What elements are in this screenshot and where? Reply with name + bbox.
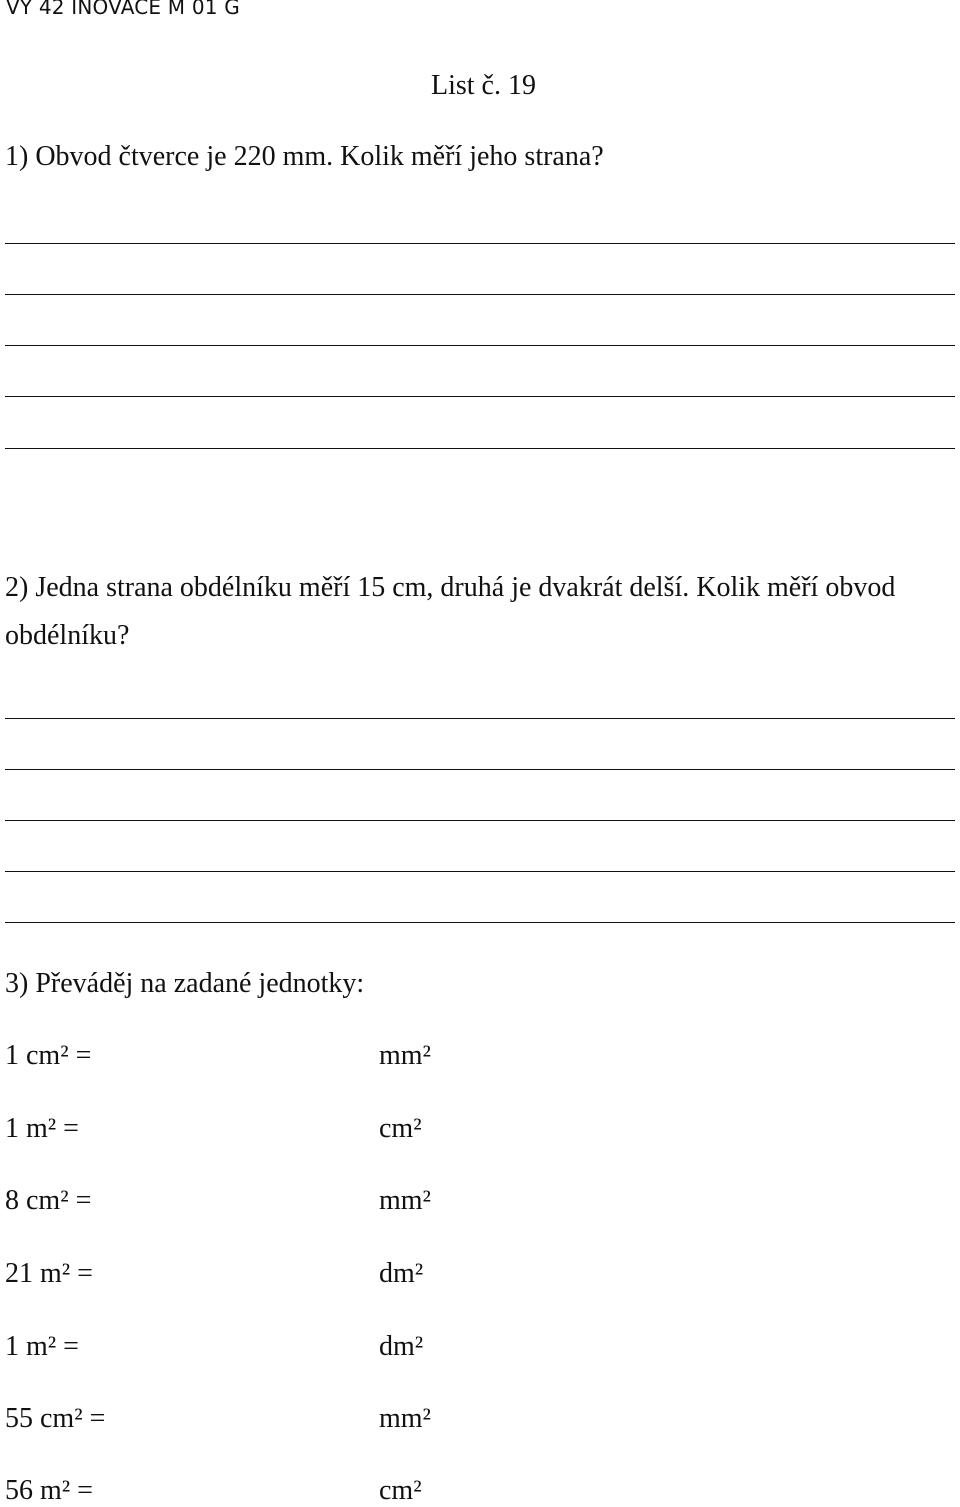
answer-line[interactable] bbox=[5, 769, 955, 770]
conversion-target-unit: mm² bbox=[379, 1185, 431, 1216]
answer-line[interactable] bbox=[5, 345, 955, 346]
answer-line[interactable] bbox=[5, 922, 955, 923]
conversion-left: 56 m² = bbox=[5, 1475, 93, 1506]
conversion-left: 1 m² = bbox=[5, 1113, 79, 1144]
question-3-text: 3) Převáděj na zadané jednotky: bbox=[5, 968, 365, 999]
conversion-left: 1 cm² = bbox=[5, 1040, 92, 1071]
conversion-target-unit: mm² bbox=[379, 1040, 431, 1071]
answer-line[interactable] bbox=[5, 448, 955, 449]
conversion-left: 8 cm² = bbox=[5, 1185, 92, 1216]
question-1-text: 1) Obvod čtverce je 220 mm. Kolik měří jeho strana? bbox=[5, 141, 604, 172]
conversion-target-unit: mm² bbox=[379, 1403, 431, 1434]
conversion-target-unit: dm² bbox=[379, 1258, 424, 1289]
answer-line[interactable] bbox=[5, 871, 955, 872]
answer-line[interactable] bbox=[5, 718, 955, 719]
conversion-target-unit: cm² bbox=[379, 1113, 422, 1144]
conversion-target-unit: dm² bbox=[379, 1331, 424, 1362]
answer-line[interactable] bbox=[5, 294, 955, 295]
document-code: VY 42 INOVACE M 01 G bbox=[6, 0, 240, 19]
conversion-target-unit: cm² bbox=[379, 1475, 422, 1506]
question-2-text: 2) Jedna strana obdélníku měří 15 cm, druhá je dvakrát delší. Kolik měří obvod obdélníku? bbox=[5, 572, 896, 651]
answer-line[interactable] bbox=[5, 396, 955, 397]
conversion-left: 21 m² = bbox=[5, 1258, 93, 1289]
conversion-left: 1 m² = bbox=[5, 1331, 79, 1362]
answer-line[interactable] bbox=[5, 820, 955, 821]
sheet-title: List č. 19 bbox=[431, 70, 536, 101]
answer-line[interactable] bbox=[5, 243, 955, 244]
conversion-left: 55 cm² = bbox=[5, 1403, 106, 1434]
